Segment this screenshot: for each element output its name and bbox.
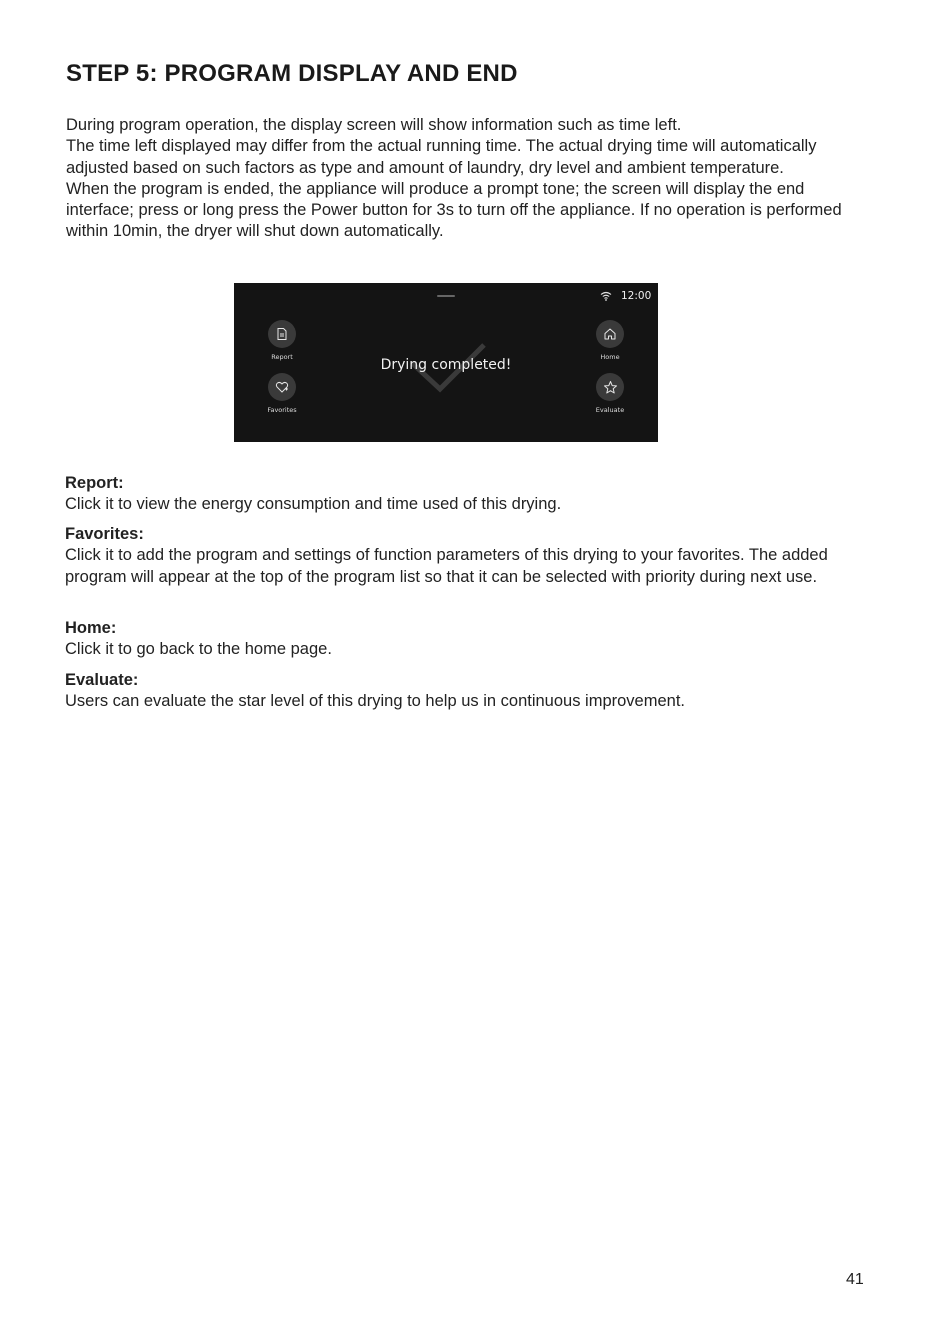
intro-text xyxy=(66,115,876,243)
status-time: 12:00 xyxy=(621,290,652,302)
section-favorites xyxy=(65,524,865,588)
section-text: Click it to view the energy consumption and time used of this drying. xyxy=(65,495,562,514)
page-title: STEP 5: PROGRAM DISPLAY AND END xyxy=(66,60,518,87)
heart-plus-icon xyxy=(275,380,289,394)
home-icon xyxy=(603,327,617,341)
page-number: 41 xyxy=(846,1271,864,1288)
report-button[interactable] xyxy=(252,320,312,361)
evaluate-label: Evaluate xyxy=(595,406,625,414)
section-report xyxy=(65,473,865,516)
section-evaluate xyxy=(65,670,865,713)
section-title: Evaluate: xyxy=(65,671,139,689)
section-home xyxy=(65,618,865,661)
section-title: Home: xyxy=(65,619,117,637)
section-text: Users can evaluate the star level of this drying to help us in continuous improvement. xyxy=(65,692,685,711)
intro-line-2: The time left displayed may differ from the actual running time. The actual drying time will automatically adjusted based on such factors as type and amount of laundry, dry level and ambient temperature. xyxy=(66,137,817,177)
section-text: Click it to go back to the home page. xyxy=(65,640,332,659)
favorites-label: Favorites xyxy=(267,406,297,414)
favorites-button[interactable] xyxy=(252,373,312,414)
display-screen-illustration xyxy=(234,283,658,442)
intro-line-3: When the program is ended, the appliance will produce a prompt tone; the screen will display the end interface; press or long press the Power button for 3s to turn off the appliance. If no operation is performed within 10min, the dryer will shut down automatically. xyxy=(66,179,842,241)
home-button[interactable] xyxy=(580,320,640,361)
report-label: Report xyxy=(271,353,293,361)
completion-message: Drying completed! xyxy=(380,357,512,373)
wifi-icon xyxy=(600,290,612,302)
section-title: Report: xyxy=(65,474,124,492)
section-title: Favorites: xyxy=(65,525,144,543)
document-icon xyxy=(275,327,289,341)
home-label: Home xyxy=(600,353,620,361)
intro-line-1: During program operation, the display screen will show information such as time left. xyxy=(66,116,682,134)
evaluate-button[interactable] xyxy=(580,373,640,414)
checkmark-icon xyxy=(408,343,488,405)
star-icon xyxy=(603,380,618,395)
section-text: Click it to add the program and settings of function parameters of this drying to your favorites. The added program will appear at the top of the program list so that it can be selected with priority during next use. xyxy=(65,546,828,586)
pull-down-handle xyxy=(437,295,455,297)
